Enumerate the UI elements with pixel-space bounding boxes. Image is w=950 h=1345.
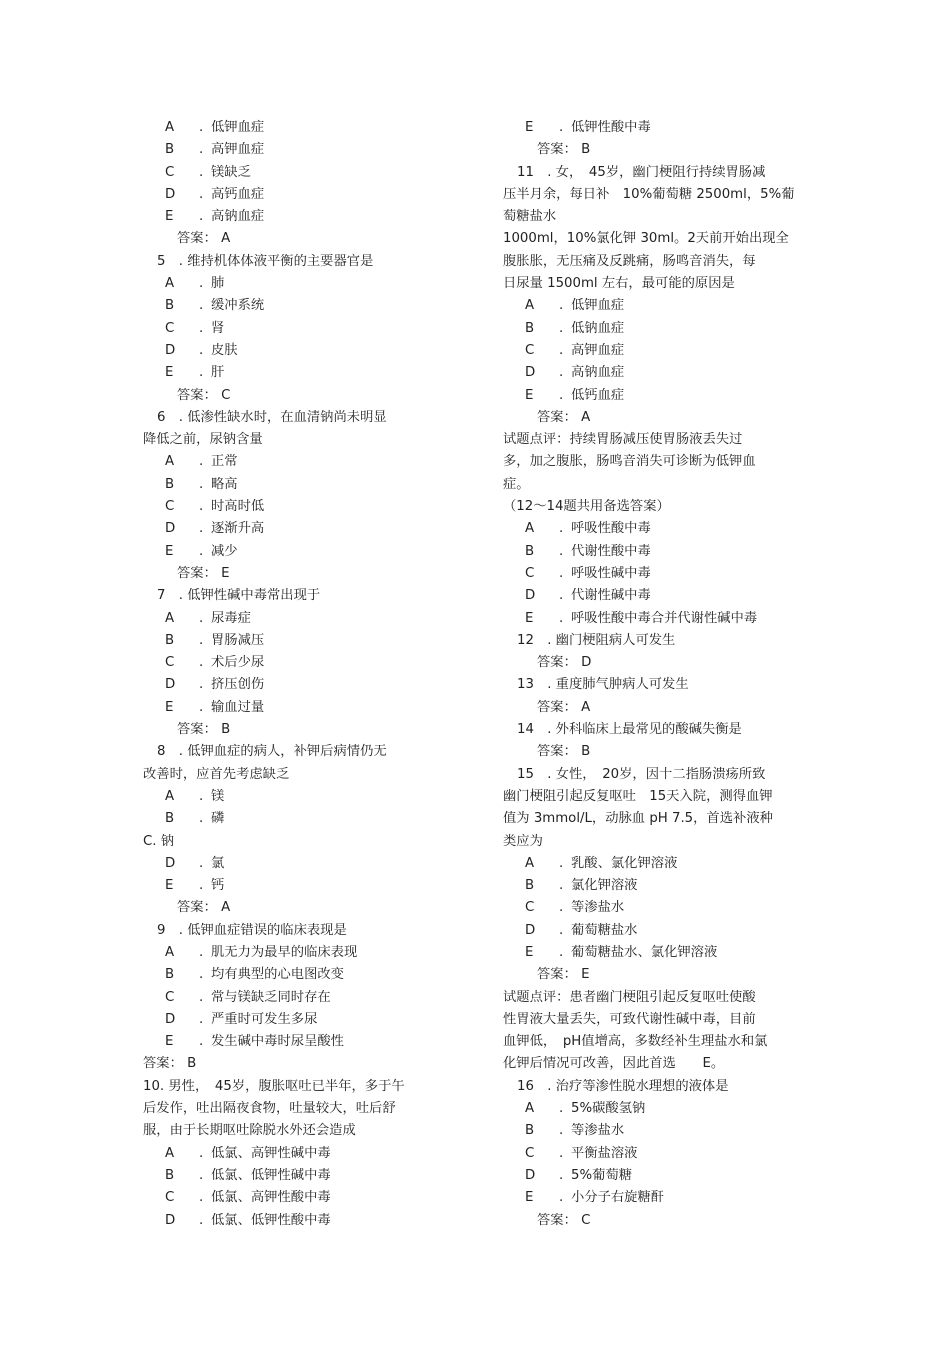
answer-option <box>143 1009 433 1031</box>
option-letter: C <box>165 499 175 515</box>
answer-option <box>143 697 433 719</box>
option-text: 小分子右旋糖酐 <box>571 1190 665 1206</box>
option-separator: . <box>199 1145 204 1161</box>
option-text: 代谢性酸中毒 <box>571 543 651 559</box>
option-separator: . <box>199 655 204 671</box>
option-text: 低氯、低钾性碱中毒 <box>211 1167 331 1183</box>
option-separator: . <box>199 499 204 515</box>
text-line: 萄糖盐水 <box>503 209 557 225</box>
option-separator: . <box>199 186 204 202</box>
option-separator: . <box>199 632 204 648</box>
text-line: 答案： B <box>143 1056 197 1072</box>
question-text: 14 . 外科临床上最常见的酸碱失衡是 <box>517 722 742 738</box>
option-letter: A <box>165 120 175 135</box>
answer-option <box>503 1120 803 1142</box>
question-text: 6 . 低渗性缺水时，在血清钠尚未明显 <box>157 409 387 425</box>
option-text: 乳酸、氯化钾溶液 <box>571 855 678 871</box>
answer-option <box>143 496 433 518</box>
option-separator: . <box>559 900 564 916</box>
answer-option <box>143 362 433 384</box>
answer-option <box>143 853 433 875</box>
option-letter: B <box>165 632 175 648</box>
option-text: 高钠血症 <box>211 209 265 225</box>
question-text: 15 . 女性， 20岁，因十二指肠溃疡所致 <box>517 766 766 782</box>
answer-option <box>143 295 433 317</box>
option-text: 缓冲系统 <box>211 298 265 314</box>
answer-option <box>503 340 803 362</box>
option-text: 低氯、高钾性酸中毒 <box>211 1190 331 1206</box>
option-separator: . <box>559 922 564 938</box>
option-letter: B <box>165 476 175 492</box>
option-separator: . <box>199 811 204 827</box>
option-letter: A <box>165 944 175 960</box>
option-text: 呼吸性酸中毒 <box>571 521 651 537</box>
option-text: 均有典型的心电图改变 <box>211 967 344 983</box>
answer-option <box>143 786 433 808</box>
option-text: 低钾性酸中毒 <box>571 120 651 135</box>
text-line: 服，由于长期呕吐除脱水外还会造成 <box>143 1123 356 1139</box>
option-separator: . <box>199 476 204 492</box>
option-letter: D <box>165 855 176 871</box>
option-separator: . <box>199 677 204 693</box>
answer-line: 答案： E <box>537 967 590 983</box>
option-letter: E <box>525 387 534 403</box>
option-separator: . <box>199 878 204 894</box>
option-separator: . <box>199 1167 204 1183</box>
answer-option <box>143 630 433 652</box>
option-text: 严重时可发生多尿 <box>211 1011 318 1027</box>
option-separator: . <box>559 1167 564 1183</box>
answer-option <box>503 563 803 585</box>
answer-option <box>143 608 433 630</box>
answer-option <box>503 608 803 630</box>
option-text: 逐渐升高 <box>211 521 265 537</box>
text-line: 化钾后情况可改善，因此首选 E。 <box>503 1056 725 1072</box>
option-letter: E <box>165 365 174 381</box>
option-letter: E <box>525 120 534 135</box>
option-text: 正常 <box>211 454 238 470</box>
option-letter: C <box>525 342 535 358</box>
option-text: 镁 <box>211 788 225 804</box>
option-separator: . <box>199 365 204 381</box>
option-separator: . <box>199 521 204 537</box>
text-line: 10. 男性， 45岁，腹胀呕吐已半年，多于午 <box>143 1078 405 1094</box>
answer-option <box>503 541 803 563</box>
option-text: 尿毒症 <box>211 610 251 626</box>
option-letter: A <box>525 855 535 871</box>
answer-option <box>143 1187 433 1209</box>
answer-line: 答案： A <box>537 409 591 425</box>
option-text: 减少 <box>211 543 238 559</box>
option-text: 等渗盐水 <box>571 900 625 916</box>
answer-option <box>503 875 803 897</box>
option-text: 高钾血症 <box>571 342 625 358</box>
right-column <box>503 117 803 1232</box>
text-line: 后发作，吐出隔夜食物，吐量较大，吐后舒 <box>143 1101 396 1117</box>
answer-line: 答案： B <box>537 744 591 760</box>
option-text: 常与镁缺乏同时存在 <box>211 989 331 1005</box>
option-text: 等渗盐水 <box>571 1123 625 1139</box>
option-letter: B <box>165 1167 175 1183</box>
option-text: 磷 <box>211 811 225 827</box>
option-letter: A <box>165 1145 175 1161</box>
option-letter: D <box>525 588 536 604</box>
option-letter: B <box>165 967 175 983</box>
answer-option <box>143 451 433 473</box>
option-text: 低钾血症 <box>571 298 625 314</box>
option-separator: . <box>199 454 204 470</box>
option-letter: B <box>165 298 175 314</box>
answer-option <box>143 340 433 362</box>
option-letter: E <box>165 1034 174 1050</box>
answer-option <box>143 541 433 563</box>
option-letter: E <box>525 944 534 960</box>
option-letter: A <box>525 521 535 537</box>
answer-option <box>143 808 433 830</box>
option-separator: . <box>199 967 204 983</box>
option-text: 镁缺乏 <box>211 164 251 180</box>
option-text: 5%碳酸氢钠 <box>571 1101 646 1117</box>
option-text: 高钠血症 <box>571 365 625 381</box>
option-letter: E <box>525 610 534 626</box>
option-separator: . <box>199 788 204 804</box>
answer-line: 答案： B <box>537 142 591 158</box>
answer-option <box>143 964 433 986</box>
answer-line: 答案： A <box>177 900 231 916</box>
option-text: 低氯、高钾性碱中毒 <box>211 1145 331 1161</box>
option-separator: . <box>559 365 564 381</box>
option-letter: B <box>165 142 175 158</box>
option-separator: . <box>559 565 564 581</box>
left-column <box>143 117 433 1232</box>
answer-line: 答案： B <box>177 722 231 738</box>
answer-option <box>503 362 803 384</box>
option-text: 输血过量 <box>211 699 265 715</box>
option-separator: . <box>199 610 204 626</box>
option-text: 代谢性碱中毒 <box>571 588 651 604</box>
option-text: 低钙血症 <box>571 387 625 403</box>
question-text: 11 . 女， 45岁，幽门梗阻行持续胃肠减 <box>517 164 766 180</box>
option-text: 时高时低 <box>211 499 265 515</box>
option-separator: . <box>199 164 204 180</box>
option-text: 氯化钾溶液 <box>571 878 638 894</box>
option-letter: B <box>525 543 535 559</box>
option-separator: . <box>559 298 564 314</box>
answer-option <box>143 139 433 161</box>
answer-option <box>503 1098 803 1120</box>
text-line: 试题点评：持续胃肠减压使胃肠液丢失过 <box>503 432 743 448</box>
answer-option <box>503 518 803 540</box>
option-separator: . <box>559 342 564 358</box>
option-separator: . <box>199 543 204 559</box>
text-line: 多，加之腹胀，肠鸣音消失可诊断为低钾血 <box>503 454 756 470</box>
answer-line: 答案： D <box>537 655 592 671</box>
question-text: 7 . 低钾性碱中毒常出现于 <box>157 588 321 604</box>
option-letter: B <box>525 1123 535 1139</box>
option-text: 低氯、低钾性酸中毒 <box>211 1212 331 1228</box>
option-letter: D <box>165 1212 176 1228</box>
option-letter: C <box>165 164 175 180</box>
answer-option <box>143 518 433 540</box>
option-separator: . <box>199 142 204 158</box>
answer-option <box>503 897 803 919</box>
option-text: 葡萄糖盐水、氯化钾溶液 <box>571 944 718 960</box>
option-separator: . <box>559 610 564 626</box>
answer-option <box>143 1165 433 1187</box>
answer-option <box>143 674 433 696</box>
option-separator: . <box>559 588 564 604</box>
text-line: 试题点评：患者幽门梗阻引起反复呕吐使酸 <box>503 989 756 1005</box>
option-separator: . <box>199 276 204 292</box>
option-text: 发生碱中毒时尿呈酸性 <box>211 1034 344 1050</box>
answer-line: 答案： C <box>177 387 231 403</box>
option-letter: C <box>525 900 535 916</box>
option-separator: . <box>199 342 204 358</box>
option-separator: . <box>199 120 204 135</box>
option-letter: C <box>165 320 175 336</box>
option-letter: A <box>525 298 535 314</box>
answer-option <box>503 1165 803 1187</box>
option-text: 肌无力为最早的临床表现 <box>211 944 358 960</box>
option-letter: A <box>525 1101 535 1117</box>
option-text: 术后少尿 <box>211 655 265 671</box>
option-letter: B <box>525 878 535 894</box>
answer-option <box>143 162 433 184</box>
text-line: 日尿量 1500ml 左右，最可能的原因是 <box>503 276 735 292</box>
text-line: 压半月余，每日补 10%葡萄糖 2500ml，5%葡 <box>503 186 795 202</box>
answer-option <box>143 184 433 206</box>
option-separator: . <box>199 298 204 314</box>
option-letter: D <box>165 1011 176 1027</box>
option-letter: D <box>165 677 176 693</box>
question-text: 5 . 维持机体体液平衡的主要器官是 <box>157 253 374 269</box>
option-text: 皮肤 <box>211 342 238 358</box>
option-letter: A <box>165 276 175 292</box>
option-separator: . <box>559 944 564 960</box>
option-separator: . <box>199 1011 204 1027</box>
answer-option <box>143 117 433 139</box>
option-text: 挤压创伤 <box>211 677 265 693</box>
option-text: 略高 <box>211 476 238 492</box>
option-letter: E <box>165 209 174 225</box>
answer-option <box>143 1143 433 1165</box>
option-separator: . <box>199 855 204 871</box>
option-letter: D <box>165 186 176 202</box>
answer-option <box>503 1187 803 1209</box>
option-text: 高钾血症 <box>211 142 265 158</box>
answer-option <box>503 920 803 942</box>
text-line: 1000ml，10%氯化钾 30ml。2天前开始出现全 <box>503 231 789 247</box>
text-line: 改善时，应首先考虑缺乏 <box>143 766 290 782</box>
option-letter: C <box>165 989 175 1005</box>
answer-option <box>503 385 803 407</box>
answer-line: 答案： C <box>537 1212 591 1228</box>
option-separator: . <box>559 1190 564 1206</box>
option-separator: . <box>559 1123 564 1139</box>
option-letter: A <box>165 610 175 626</box>
option-separator: . <box>559 855 564 871</box>
option-letter: D <box>525 922 536 938</box>
answer-option <box>143 942 433 964</box>
option-separator: . <box>559 878 564 894</box>
answer-option <box>503 295 803 317</box>
option-text: 呼吸性酸中毒合并代谢性碱中毒 <box>571 610 758 626</box>
option-letter: A <box>165 454 175 470</box>
question-text: 9 . 低钾血症错误的临床表现是 <box>157 922 347 938</box>
option-letter: B <box>525 320 535 336</box>
option-text: 肺 <box>211 276 225 292</box>
option-letter: E <box>525 1190 534 1206</box>
option-letter: E <box>165 699 174 715</box>
option-text: 胃肠减压 <box>211 632 265 648</box>
answer-option <box>503 318 803 340</box>
option-separator: . <box>559 543 564 559</box>
option-separator: . <box>559 1145 564 1161</box>
answer-option <box>143 987 433 1009</box>
option-text: 低钠血症 <box>571 320 625 336</box>
question-text: 12 . 幽门梗阻病人可发生 <box>517 632 676 648</box>
question-text: 13 . 重度肺气肿病人可发生 <box>517 677 689 693</box>
answer-option <box>143 1031 433 1053</box>
option-letter: D <box>525 365 536 381</box>
option-letter: C <box>165 655 175 671</box>
option-separator: . <box>559 521 564 537</box>
option-separator: . <box>199 1190 204 1206</box>
option-text: 葡萄糖盐水 <box>571 922 638 938</box>
option-separator: . <box>199 944 204 960</box>
text-line: 幽门梗阻引起反复呕吐 15天入院，测得血钾 <box>503 788 773 804</box>
option-text: 呼吸性碱中毒 <box>571 565 651 581</box>
answer-option <box>503 117 803 139</box>
option-separator: . <box>559 387 564 403</box>
answer-option <box>143 652 433 674</box>
option-letter: C <box>165 1190 175 1206</box>
option-separator: . <box>199 699 204 715</box>
option-text: 肾 <box>211 320 225 336</box>
answer-option <box>143 1210 433 1232</box>
option-letter: A <box>165 788 175 804</box>
option-text: 肝 <box>211 365 225 381</box>
option-text: 平衡盐溶液 <box>571 1145 638 1161</box>
answer-option <box>143 474 433 496</box>
option-letter: E <box>165 878 174 894</box>
answer-line: 答案： A <box>537 699 591 715</box>
text-line: （12～14题共用备选答案） <box>503 499 670 515</box>
answer-line: 答案： E <box>177 565 230 581</box>
option-separator: . <box>559 120 564 135</box>
text-line: 症。 <box>503 476 530 492</box>
option-separator: . <box>199 209 204 225</box>
answer-option <box>143 273 433 295</box>
option-text: 高钙血症 <box>211 186 265 202</box>
text-line: 类应为 <box>503 833 543 849</box>
option-text: 低钾血症 <box>211 120 265 135</box>
answer-option <box>143 875 433 897</box>
answer-option <box>143 318 433 340</box>
answer-line: 答案： A <box>177 231 231 247</box>
option-separator: . <box>559 320 564 336</box>
text-line: 腹胀胀，无压痛及反跳痛，肠鸣音消失，每 <box>503 253 756 269</box>
text-line: 值为 3mmol/L，动脉血 pH 7.5，首选补液种 <box>503 811 773 827</box>
option-letter: B <box>165 811 175 827</box>
option-letter: C <box>525 1145 535 1161</box>
option-separator: . <box>199 1212 204 1228</box>
option-text: 5%葡萄糖 <box>571 1167 632 1183</box>
text-line: 降低之前，尿钠含量 <box>143 432 263 448</box>
answer-option <box>503 1143 803 1165</box>
option-separator: . <box>199 989 204 1005</box>
text-line: 性胃液大量丢失，可致代谢性碱中毒，目前 <box>503 1011 756 1027</box>
text-line: 血钾低， pH值增高，多数经补生理盐水和氯 <box>503 1034 768 1050</box>
answer-option <box>143 206 433 228</box>
option-separator: . <box>559 1101 564 1117</box>
option-letter: E <box>165 543 174 559</box>
question-text: 16 . 治疗等渗性脱水理想的液体是 <box>517 1078 729 1094</box>
text-line: C. 钠 <box>143 833 175 849</box>
question-text: 8 . 低钾血症的病人，补钾后病情仍无 <box>157 744 387 760</box>
answer-option <box>503 942 803 964</box>
answer-option <box>503 853 803 875</box>
option-letter: D <box>165 521 176 537</box>
option-separator: . <box>199 320 204 336</box>
option-separator: . <box>199 1034 204 1050</box>
option-letter: D <box>165 342 176 358</box>
option-text: 氯 <box>211 855 225 871</box>
option-text: 钙 <box>211 878 225 894</box>
answer-option <box>503 585 803 607</box>
option-letter: C <box>525 565 535 581</box>
option-letter: D <box>525 1167 536 1183</box>
